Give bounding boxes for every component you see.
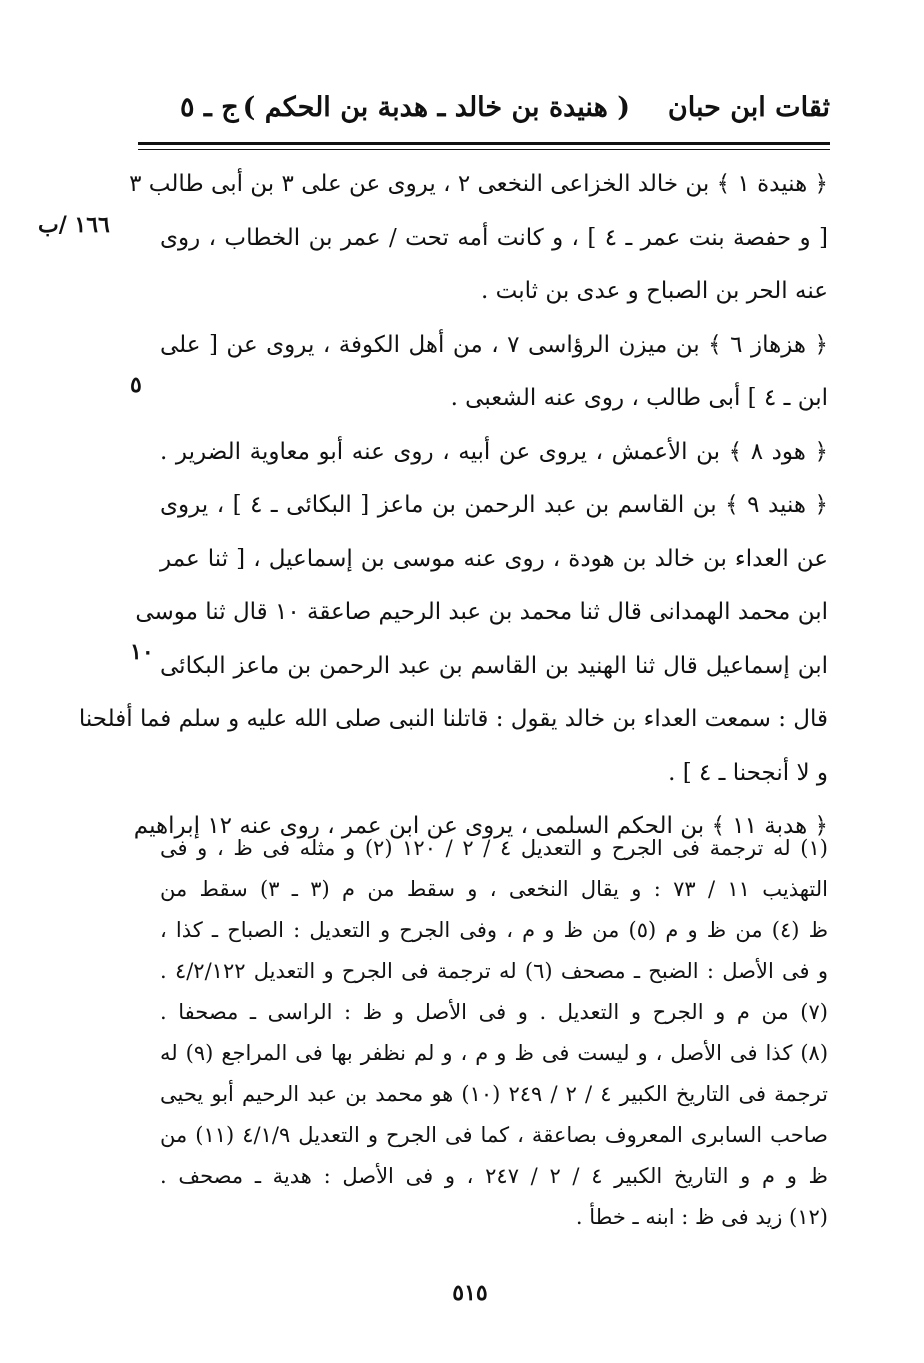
footnote-line: (١) له ترجمة فى الجرح و التعديل ٤ / ٢ / ١٢٠ (٢) و مثله فى ظ ، و فى: [160, 836, 828, 860]
body-line: عن العداء بن خالد بن هودة ، روى عنه موسى بن إسماعيل ، [ ثنا عمر: [160, 545, 828, 572]
body-line: ابن إسماعيل قال ثنا الهنيد بن القاسم بن عبد الرحمن بن ماعز البكائى: [160, 652, 828, 679]
header-entry-range: ( هنيدة بن خالد ـ هدبة بن الحكم ): [242, 92, 630, 123]
footnotes: [160, 828, 828, 1238]
main-text: [78, 158, 828, 854]
footnote-line: ظ و م و التاريخ الكبير ٤ / ٢ / ٢٤٧ ، و فى الأصل : هدية ـ مصحف .: [160, 1164, 828, 1188]
body-line: ابن ـ ٤ ] أبى طالب ، روى عنه الشعبى .: [450, 385, 828, 411]
body-line: ﴿ هزهاز ٦ ﴾ بن ميزن الرؤاسى ٧ ، من أهل الكوفة ، يروى عن [ على: [160, 331, 828, 358]
footnote-line: و فى الأصل : الضبح ـ مصحف (٦) له ترجمة فى الجرح و التعديل ٤/٢/١٢٢ .: [160, 959, 829, 983]
header-book-title: ثقات ابن حبان: [667, 92, 830, 123]
body-line: عنه الحر بن الصباح و عدى بن ثابت .: [481, 278, 828, 304]
manuscript-folio-note: ١٦٦ /ب: [38, 212, 110, 238]
line-number-5: ٥: [130, 372, 142, 398]
footnote-line: (٧) من م و الجرح و التعديل . و فى الأصل و ظ : الراسى ـ مصحفا .: [160, 1000, 828, 1024]
footnote-line: (١٢) زيد فى ظ : ابنه ـ خطأ .: [575, 1205, 828, 1229]
footnote-line: التهذيب ١١ / ٧٣ : و يقال النخعى ، و سقط من م (٣ ـ ٣) سقط من: [160, 877, 828, 901]
body-line: ﴿ هنيدة ١ ﴾ بن خالد الخزاعى النخعى ٢ ، يروى عن على ٣ بن أبى طالب ٣: [129, 171, 828, 197]
page-number: ٥١٥: [452, 1280, 488, 1306]
header-rule-thick: [138, 142, 830, 145]
body-line: ﴿ هود ٨ ﴾ بن الأعمش ، يروى عن أبيه ، روى عنه أبو معاوية الضرير .: [160, 438, 828, 465]
body-line: ﴿ هدبة ١١ ﴾ بن الحكم السلمى ، يروى عن ابن عمر ، روى عنه ١٢ إبراهيم: [133, 813, 828, 839]
header-rule-thin: [138, 149, 830, 150]
body-line: و لا أنجحنا ـ ٤ ] .: [668, 759, 828, 786]
footnote-line: ترجمة فى التاريخ الكبير ٤ / ٢ / ٢٤٩ (١٠) هو محمد بن عبد الرحيم أبو يحيى: [160, 1082, 828, 1106]
footnote-line: ظ (٤) من ظ و م (٥) من ظ و م ، وفى الجرح و التعديل : الصباح ـ كذا ،: [160, 918, 828, 942]
body-line: ابن محمد الهمدانى قال ثنا محمد بن عبد الرحيم صاعقة ١٠ قال ثنا موسى: [135, 599, 828, 625]
body-line: ﴿ هنيد ٩ ﴾ بن القاسم بن عبد الرحمن بن ماعز [ البكائى ـ ٤ ] ، يروى: [160, 492, 828, 518]
footnote-line: (٨) كذا فى الأصل ، و ليست فى ظ و م ، و لم نظفر بها فى المراجع (٩) له: [160, 1041, 829, 1065]
body-line: قال : سمعت العداء بن خالد يقول : قاتلنا النبى صلى الله عليه و سلم فما أفلحنا: [78, 706, 828, 732]
body-line: [ و حفصة بنت عمر ـ ٤ ] ، و كانت أمه تحت / عمر بن الخطاب ، روى: [160, 224, 828, 251]
header-volume: ج ـ ٥: [180, 92, 239, 123]
running-header: [150, 92, 830, 132]
line-number-10: ١٠: [130, 639, 154, 665]
footnote-line: صاحب السابرى المعروف بصاعقة ، كما فى الجرح و التعديل ٤/١/٩ (١١) من: [160, 1123, 828, 1147]
